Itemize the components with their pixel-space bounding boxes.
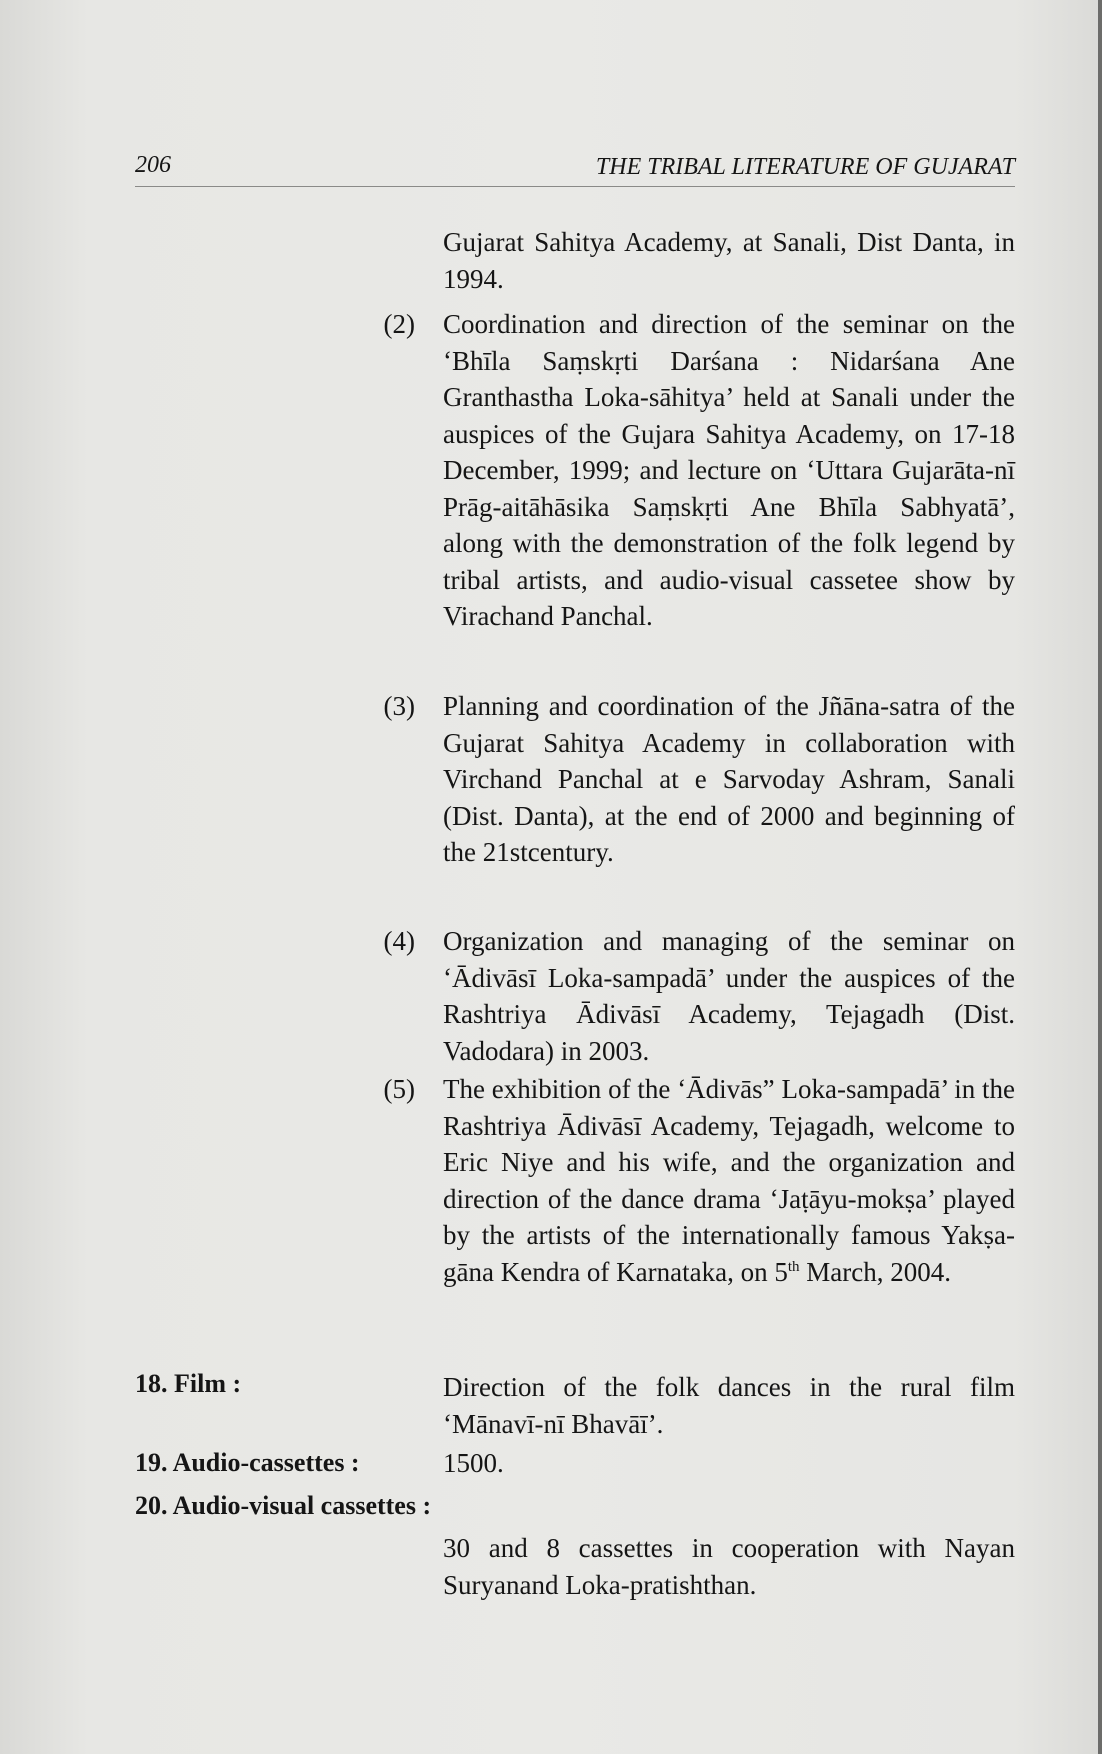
section-label-audio-cassettes: 19. Audio-cassettes : <box>135 1448 360 1477</box>
item-number: (5) <box>383 1074 415 1104</box>
section-text-film: Direction of the folk dances in the rural film ‘Mānavī-nī Bhavāī’. <box>443 1372 1015 1439</box>
header-rule <box>135 186 1015 187</box>
section-label-film: 18. Film : <box>135 1369 242 1398</box>
item-text: Coordination and direction of the seminar on the ‘Bhīla Saṃskṛti Darśana : Nidarśana Ane Granthastha Loka-sāhitya’ held at Sanali under the auspices of the Gujara Sahitya Academy, on 17-18 December, 1999; and lecture on ‘Uttara Gujarāta-nī Prāg-aitāhāsika Saṃskṛti Ane Bhīla Sabhyatā’, along with the demonstration of the folk legend by tribal artists, and audio-visual cassetee show by Virachand Panchal. <box>443 309 1015 631</box>
item-text-superscript: th <box>787 1258 800 1275</box>
item-text <box>443 1071 1015 1290</box>
section-text-audio-visual-cassettes: 30 and 8 cassettes in cooperation with Nayan Suryanand Loka-pratishthan. <box>443 1533 1015 1600</box>
section-text-audio-cassettes: 1500. <box>443 1448 504 1478</box>
section-label-audio-visual-cassettes: 20. Audio-visual cassettes : <box>135 1491 432 1520</box>
item-number: (4) <box>383 926 415 956</box>
running-title: THE TRIBAL LITERATURE OF GUJARAT <box>595 154 1015 180</box>
item-number: (3) <box>383 691 415 721</box>
page-number: 206 <box>135 152 171 178</box>
item-number: (2) <box>383 309 415 339</box>
item-text: Organization and managing of the seminar on ‘Ādivāsī Loka-sampadā’ under the auspices of the Rashtriya Ādivāsī Academy, Tejagadh (Dist. Vadodara) in 2003. <box>443 926 1015 1066</box>
item-text: Planning and coordination of the Jñāna-satra of the Gujarat Sahitya Academy in collaboration with Virchand Panchal at e Sarvoday Ashram, Sanali (Dist. Danta), at the end of 2000 and beginning of the 21stcentury. <box>443 691 1015 867</box>
item-text-end: March, 2004. <box>799 1256 951 1287</box>
page-header <box>135 152 1015 182</box>
item-text-main: The exhibition of the ‘Ādivās” Loka-sampadā’ in the Rashtriya Ādivāsī Academy, Tejagadh, welcome to Eric Niye and his wife, and the organization and direction of the dance drama ‘Jaṭāyu-mokṣa’ played by the artists of the internationally famous Yakṣa-gāna Kendra of Karnataka, on 5 <box>443 1074 1015 1287</box>
page-edge <box>1098 0 1102 1754</box>
intro-paragraph: Gujarat Sahitya Academy, at Sanali, Dist Danta, in 1994. <box>443 227 1015 294</box>
